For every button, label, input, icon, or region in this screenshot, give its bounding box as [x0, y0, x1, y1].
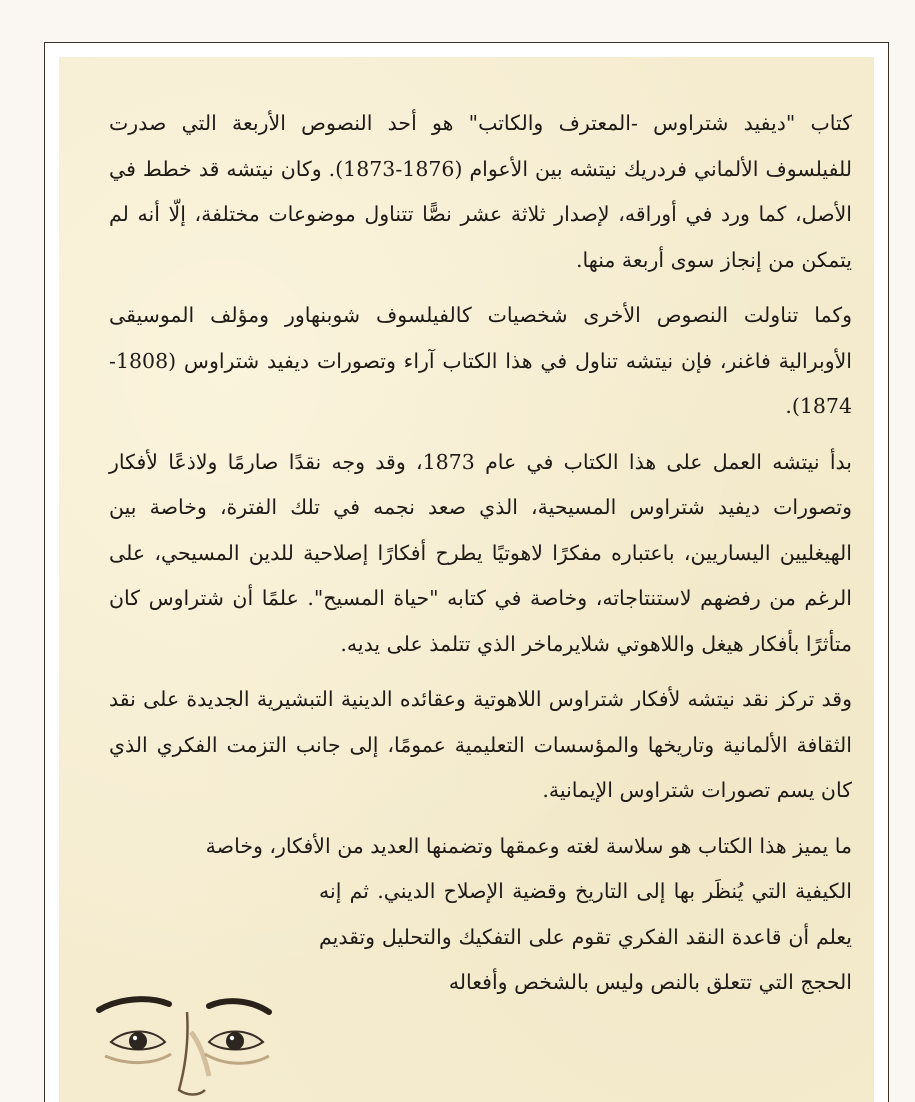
blurb-text: [109, 101, 852, 1006]
paragraph-2: وكما تناولت النصوص الأخرى شخصيات كالفيلسوف شوبنهاور ومؤلف الموسيقى الأوبرالية فاغنر، فإن نيتشه تناول في هذا الكتاب آراء وتصورات ديفيد شتراوس (1808-1874).: [109, 303, 852, 418]
paragraph-5-first-line: ما يميز هذا الكتاب هو سلاسة لغته وعمقها وتضمنها العديد من الأفكار، وخاصة: [205, 833, 852, 858]
cream-paper-panel: [59, 57, 874, 1102]
paragraph-1: كتاب "ديفيد شتراوس -المعترف والكاتب" هو أحد النصوص الأربعة التي صدرت للفيلسوف الألماني فردريك نيتشه بين الأعوام (1876-1873). وكان نيتشه قد خطط في الأصل، كما ورد في أوراقه، لإصدار ثلاثة عشر نصًّا تتناول موضوعات مختلفة، إلّا أنه لم يتمكن من إنجاز سوى أربعة منها.: [109, 111, 852, 272]
author-portrait-sketch-icon: [59, 972, 279, 1102]
book-back-cover: [44, 42, 889, 1102]
paragraph-3: بدأ نيتشه العمل على هذا الكتاب في عام 1873، وقد وجه نقدًا صارمًا ولاذعًا لأفكار وتصورات ديفيد شتراوس المسيحية، الذي صعد نجمه في تلك الفترة، وخاصة بين الهيغليين اليساريين، باعتباره مفكرًا لاهوتيًا يطرح أفكارًا إصلاحية للدين المسيحي، على الرغم من رفضهم لاستنتاجاته، وخاصة في كتابه "حياة المسيح". علمًا أن شتراوس كان متأثرًا بأفكار هيغل واللاهوتي شلايرماخر الذي تتلمذ على يديه.: [109, 449, 852, 656]
paragraph-4: وقد تركز نقد نيتشه لأفكار شتراوس اللاهوتية وعقائده الدينية التبشيرية الجديدة على نقد الثقافة الألمانية وتاريخها والمؤسسات التعليمية عمومًا، إلى جانب التزمت الفكري الذي كان يسم تصورات شتراوس الإيمانية.: [109, 687, 852, 802]
paragraph-5-rest: الكيفية التي يُنظَر بها إلى التاريخ وقضية الإصلاح الديني. ثم إنه يعلم أن قاعدة النقد الفكري تقوم على التفكيك والتحليل وتقديم الحجج التي تتعلق بالنص وليس بالشخص وأفعاله: [319, 879, 852, 994]
